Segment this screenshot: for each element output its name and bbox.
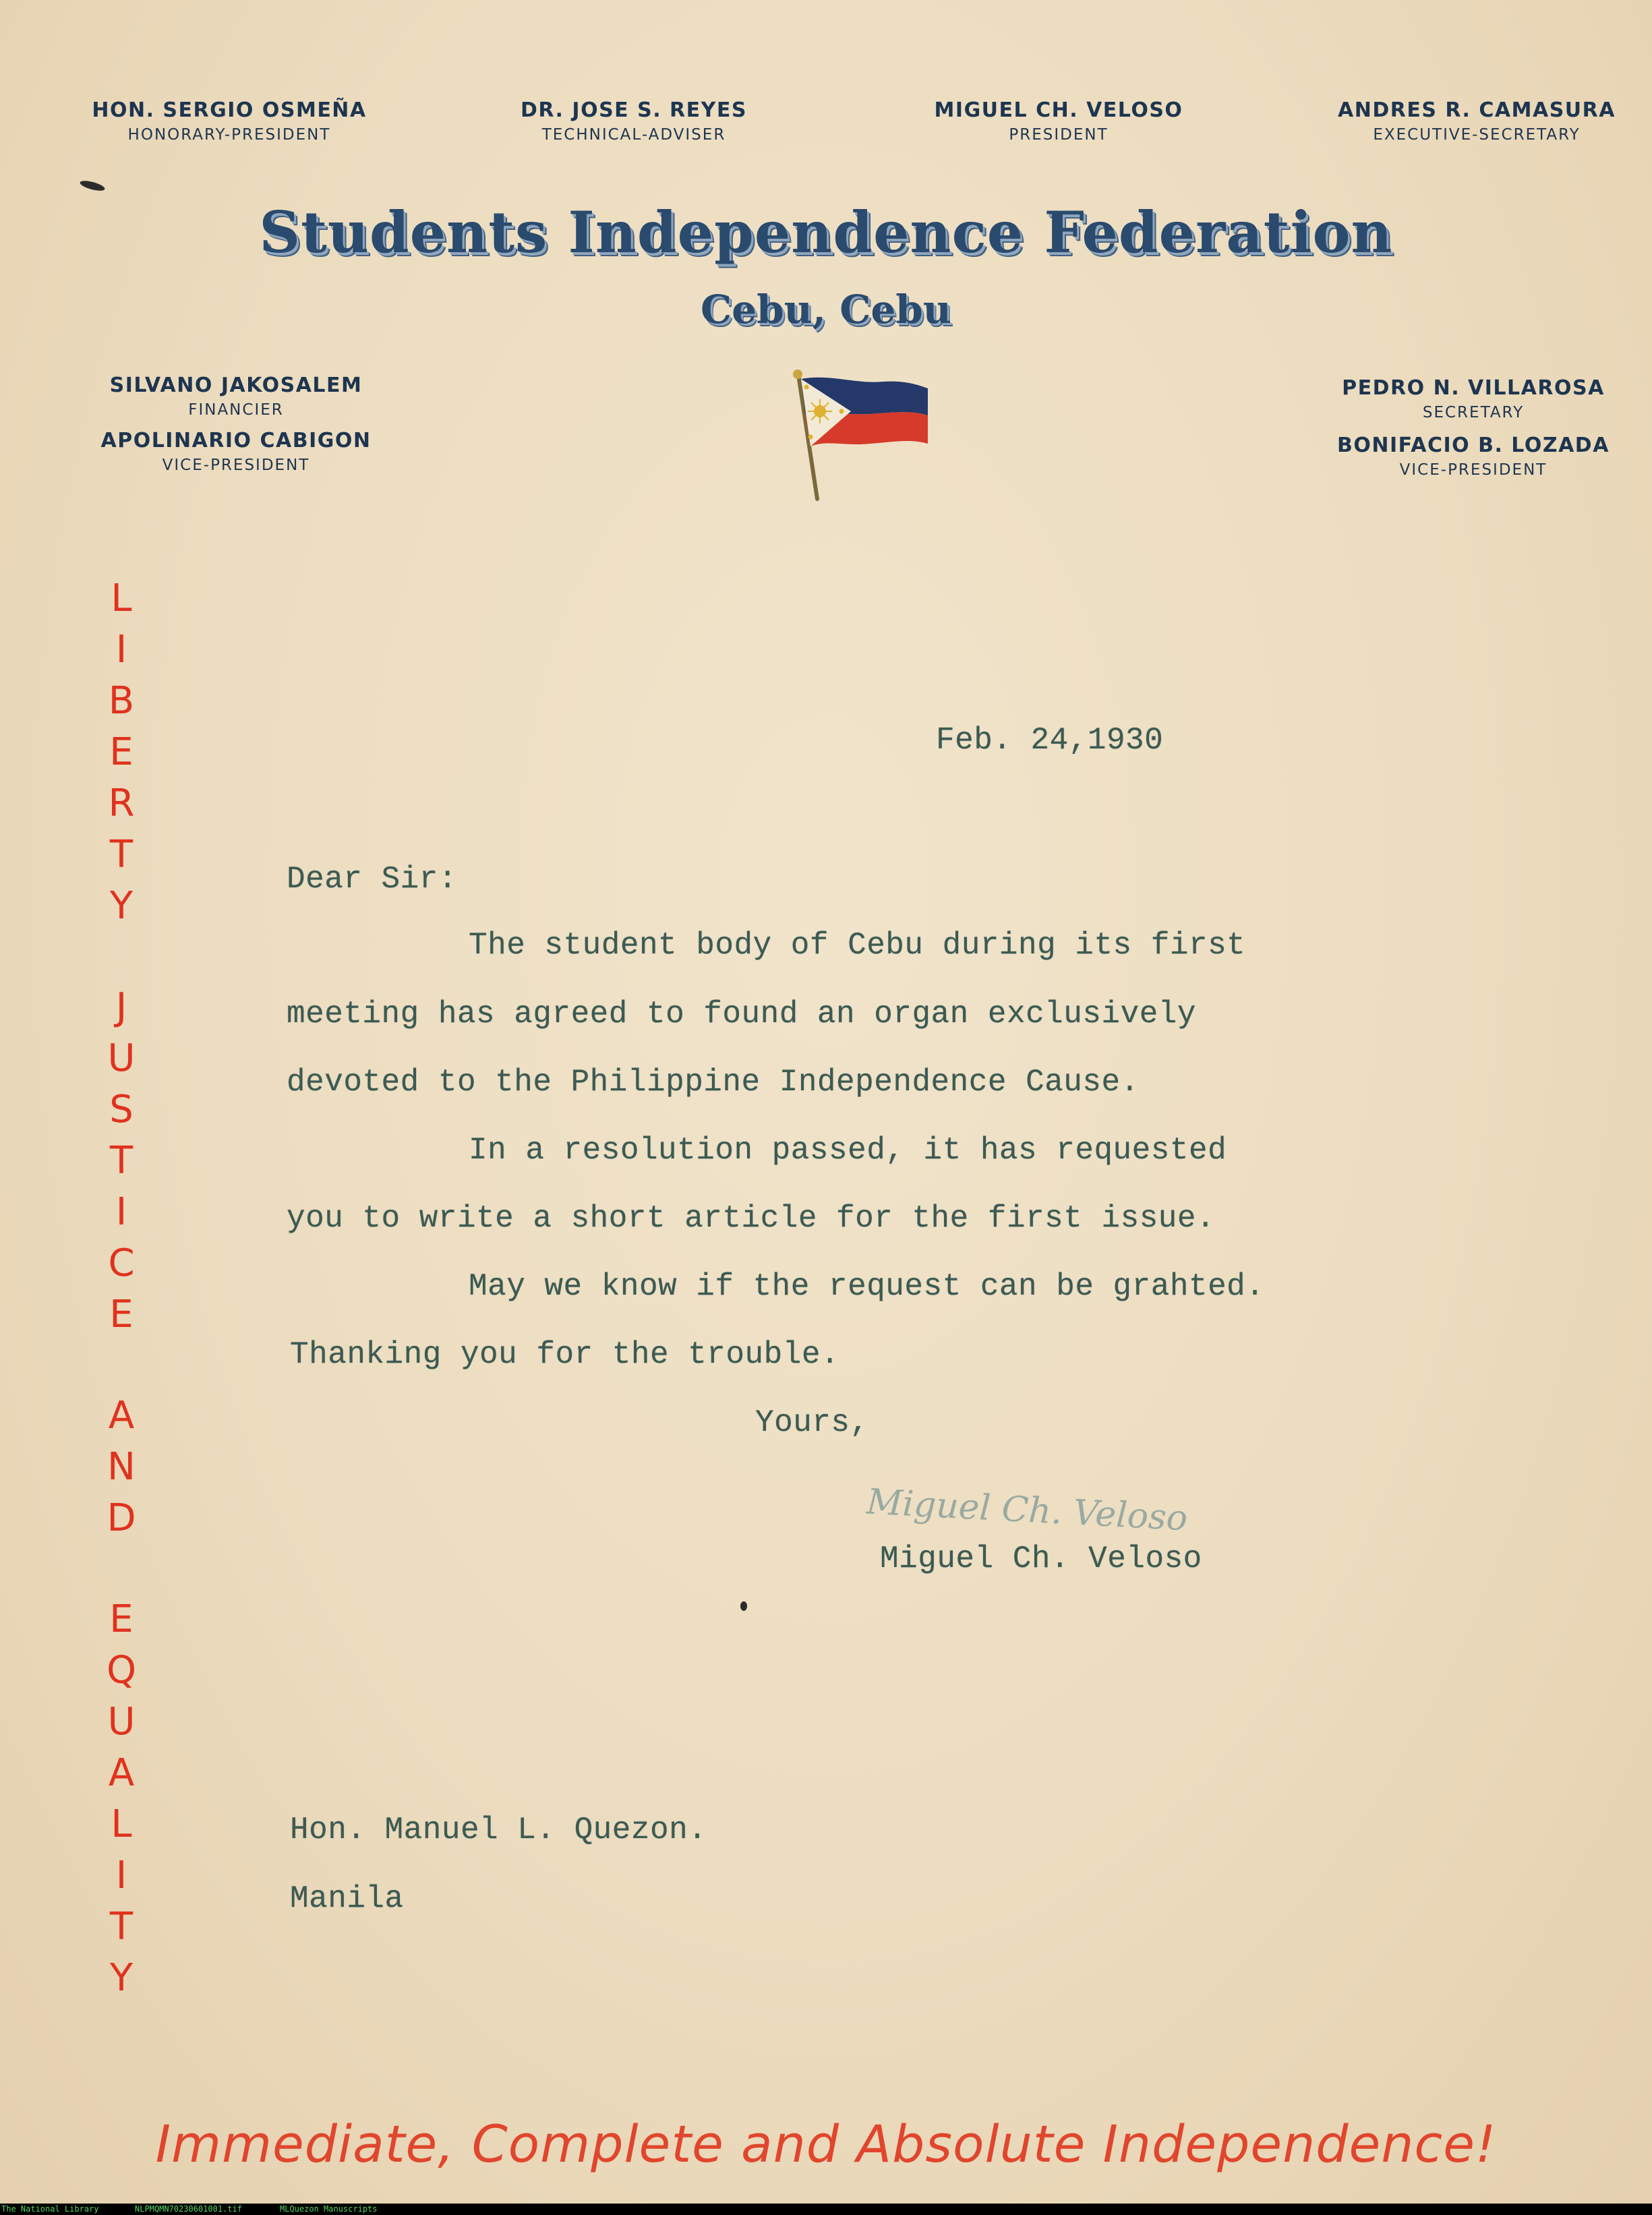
side-letter: A	[108, 1751, 135, 1795]
ink-speck	[740, 1601, 747, 1611]
side-slogan	[101, 573, 142, 2004]
officer-name: PEDRO N. VILLAROSA	[1342, 376, 1605, 400]
letter-line: you to write a short article for the first issue.	[287, 1201, 1216, 1236]
officer-name: SILVANO JAKOSALEM	[109, 374, 363, 397]
side-letter: T	[109, 1139, 134, 1183]
side-letter: T	[109, 833, 134, 877]
recipient-name: Hon. Manuel L. Quezon.	[290, 1812, 707, 1848]
officer-technical-adviser	[485, 98, 782, 144]
officer-role: TECHNICAL-ADVISER	[541, 126, 726, 144]
officer-name: BONIFACIO B. LOZADA	[1337, 434, 1610, 457]
letter-closing: Yours,	[755, 1405, 869, 1440]
officer-name: DR. JOSE S. REYES	[521, 98, 747, 122]
side-letter: A	[108, 1394, 135, 1438]
officer-vice-president-right	[1308, 434, 1639, 479]
side-letter: I	[115, 1854, 127, 1897]
officer-role: VICE-PRESIDENT	[1399, 461, 1547, 479]
side-letter: U	[107, 1036, 136, 1080]
officer-name: HON. SERGIO OSMEÑA	[92, 98, 367, 122]
side-letter: R	[108, 781, 135, 825]
officer-role: FINANCIER	[188, 401, 284, 419]
officer-role: SECRETARY	[1422, 404, 1525, 421]
officer-president	[910, 98, 1207, 144]
organization-title: Students Independence Federation	[259, 199, 1393, 266]
footer-library: The National Library	[1, 2204, 99, 2214]
letter-line: The student body of Cebu during its first	[469, 928, 1246, 963]
side-letter: B	[108, 679, 135, 723]
signer-name: Miguel Ch. Veloso	[880, 1541, 1202, 1576]
letter-line: May we know if the request can be grahted.	[469, 1269, 1265, 1304]
footer-collection: MLQuezon Manuscripts	[280, 2204, 378, 2214]
side-letter: I	[115, 1190, 127, 1234]
scan-footer	[0, 2204, 1652, 2215]
footer-file: NLPMQMN70230601001.tif	[135, 2204, 242, 2214]
officer-name: ANDRES R. CAMASURA	[1338, 98, 1616, 122]
officer-executive-secretary	[1311, 98, 1642, 144]
recipient-city: Manila	[290, 1881, 404, 1916]
side-letter: Y	[109, 1956, 134, 2000]
philippine-flag-icon	[789, 370, 937, 504]
ink-blot	[79, 179, 106, 192]
officer-role: EXECUTIVE-SECRETARY	[1373, 126, 1581, 144]
side-letter: N	[107, 1445, 136, 1489]
officer-role: VICE-PRESIDENT	[162, 456, 310, 474]
officer-name: MIGUEL CH. VELOSO	[934, 98, 1183, 122]
officer-name: APOLINARIO CABIGON	[100, 429, 372, 452]
side-letter: Y	[109, 884, 134, 928]
letter-line: meeting has agreed to found an organ exclusively	[287, 997, 1197, 1032]
officer-financier	[74, 374, 398, 419]
letter-line: Thanking you for the trouble.	[290, 1337, 840, 1372]
side-letter: J	[115, 985, 127, 1029]
side-letter: C	[108, 1241, 135, 1285]
side-letter: U	[107, 1700, 136, 1744]
side-letter: I	[115, 628, 127, 672]
letter-line: In a resolution passed, it has requested	[469, 1133, 1227, 1168]
officer-role: HONORARY-PRESIDENT	[127, 126, 331, 144]
letter-salutation: Dear Sir:	[287, 862, 457, 897]
side-letter: D	[107, 1496, 136, 1540]
side-letter: L	[111, 577, 132, 620]
side-letter: T	[109, 1905, 134, 1949]
officer-role: PRESIDENT	[1009, 126, 1109, 144]
motto: Immediate, Complete and Absolute Independence!	[155, 2114, 1497, 2174]
officer-secretary	[1308, 376, 1639, 421]
side-letter: S	[109, 1088, 134, 1131]
side-letter: L	[111, 1802, 132, 1846]
officer-honorary-president	[74, 98, 384, 144]
side-letter: E	[109, 1293, 134, 1336]
side-letter: E	[109, 1597, 134, 1641]
organization-city: Cebu, Cebu	[701, 287, 951, 332]
letter-line: devoted to the Philippine Independence Cause.	[287, 1065, 1140, 1100]
side-letter: E	[109, 730, 134, 774]
officer-vice-president-left	[74, 429, 398, 474]
handwritten-signature: Miguel Ch. Veloso	[865, 1481, 1189, 1539]
letter-date: Feb. 24,1930	[936, 723, 1164, 758]
side-letter: Q	[106, 1649, 137, 1692]
